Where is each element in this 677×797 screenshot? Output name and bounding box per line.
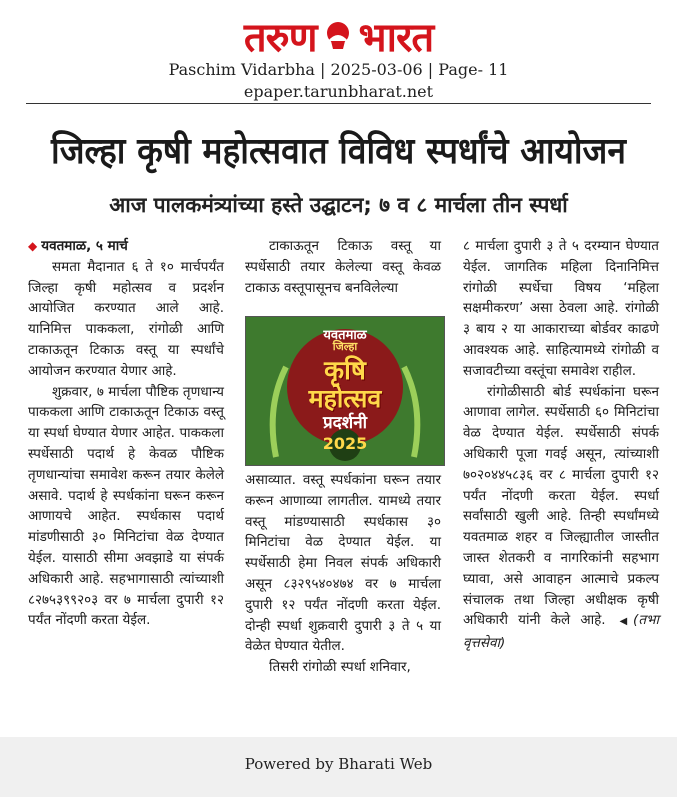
footer-text[interactable]: Powered by Bharati Web <box>244 755 433 773</box>
diamond-bullet-icon: ◆ <box>28 239 38 253</box>
paragraph <box>463 382 659 654</box>
closing-text: रांगोळीसाठी बोर्ड स्पर्धकांना घरून आणावा लागेल. स्पर्धेसाठी ६० मिनिटांचा वेळ देण्यात येईल. स्पर्धेसाठी संपर्क अधिकारी पूजा गवई असून, त्यांच्याशी ७०२०४४५८३६ वर ८ मार्चला दुपारी १२ पर्यंत नोंदणी करता येईल. स्पर्धा सर्वांसाठी खुली आहे. तिन्ही स्पर्धांमध्ये यवतमाळ शहर व जिल्ह्यातील जास्तीत जास्त शेतकरी व नागरिकांनी सहभाग घ्यावा, असे आवाहन आत्माचे प्रकल्प संचालक तथा जिल्हा अधीक्षक कृषी अधिकारी यांनी केले आहे. <box>463 383 659 629</box>
festival-poster-image <box>245 316 445 466</box>
article-subheadline: आज पालकमंत्र्यांच्या हस्ते उद्घाटन; ७ व ८ मार्चला तीन स्पर्धा <box>109 193 568 217</box>
paragraph: समता मैदानात ६ ते १० मार्चपर्यंत जिल्हा कृषी महोत्सव व प्रदर्शन आयोजित करण्यात आले आहे. यानिमित्त पाककला, रांगोळी आणि टाकाऊतून टिकाऊ वस्तू या स्पर्धांचे आयोजन करण्यात येणार आहे. <box>28 258 224 379</box>
edition-line: Paschim Vidarbha | 2025-03-06 | Page- 11 <box>168 60 509 79</box>
dateline-para <box>28 236 224 257</box>
site-url[interactable]: epaper.tarunbharat.net <box>243 82 434 101</box>
paragraph: असाव्यात. वस्तू स्पर्धकांना घरून तयार करून आणाव्या लागतील. यामध्ये तयार वस्तू मांडण्यासाठी स्पर्धकास ३० मिनिटांचा वेळ देण्यात येईल. या स्पर्धेसाठी हेमा निवल संपर्क अधिकारी असून ८३२९५४०४७४ वर ७ मार्चला दुपारी १२ पर्यंत नोंदणी करता येईल. दोन्ही स्पर्धा शुक्रवारी दुपारी ३ ते ५ या वेळेत घेण्यात येतील. <box>245 472 441 655</box>
poster-line-1: यवतमाळ <box>323 328 367 343</box>
triangle-marker-icon: ◀ <box>613 616 634 628</box>
paragraph: तिसरी रांगोळी स्पर्धा शनिवार, <box>269 659 411 676</box>
poster-line-3: कृषि <box>324 356 366 386</box>
logo-text-right: भारत <box>358 15 434 61</box>
footer-bar <box>0 737 677 797</box>
poster-line-2: जिल्हा <box>332 340 358 353</box>
newspaper-logo[interactable] <box>244 16 433 60</box>
poster-line-5: प्रदर्शनी <box>322 413 368 433</box>
article-column-3 <box>463 236 659 654</box>
article-headline: जिल्हा कृषी महोत्सवात विविध स्पर्धांचे आयोजन <box>51 131 626 172</box>
dateline: यवतमाळ, ५ मार्च <box>41 238 128 254</box>
news-credit: (तभा वृत्तसेवा) <box>463 612 659 652</box>
poster-line-6: 2025 <box>322 434 368 453</box>
paragraph: शुक्रवार, ७ मार्चला पौष्टिक तृणधान्य पाककला आणि टाकाऊतून टिकाऊ वस्तू या स्पर्धा घेण्यात येणार आहेत. पाककला स्पर्धेसाठी पदार्थ हे केवळ पौष्टिक तृणधान्यांचा समावेश करून तयार केलेले असावे. पदार्थ हे स्पर्धकांना घरून करून आणायचे आहेत. स्पर्धकास पदार्थ मांडणीसाठी ३० मिनिटांचा वेळ देण्यात येईल. यासाठी सीमा अवझाडे या संपर्क अधिकारी आहे. सहभागासाठी त्यांच्याशी ८२७५३९९२०३ वर ७ मार्चला दुपारी १२ पर्यंत नोंदणी करता येईल. <box>28 383 224 629</box>
paragraph: ८ मार्चला दुपारी ३ ते ५ दरम्यान घेण्यात येईल. जागतिक महिला दिनानिमित्त रांगोळी स्पर्धेचा विषय ‘महिला सक्षमीकरण’ असा ठेवला आहे. रांगोळी ३ बाय २ या आकाराच्या बोर्डवर काढणे आवश्यक आहे. साहित्यामध्ये रांगोळी व सजावटीच्या वस्तूंचा समावेश राहील. <box>463 238 659 379</box>
article-column-2-continued <box>245 470 441 678</box>
logo-text-left: तरुण <box>243 15 317 61</box>
poster-line-4: महोत्सव <box>308 384 382 413</box>
paragraph: टाकाऊतून टिकाऊ वस्तू या स्पर्धेसाठी तयार केलेल्या वस्तू केवळ टाकाऊ वस्तूपासूनच बनविलेल्या <box>245 238 441 296</box>
header-divider <box>26 103 651 104</box>
article-column-2 <box>245 236 441 298</box>
lotus-emblem-icon <box>323 19 353 57</box>
masthead <box>0 16 677 60</box>
article-column-1 <box>28 236 224 631</box>
